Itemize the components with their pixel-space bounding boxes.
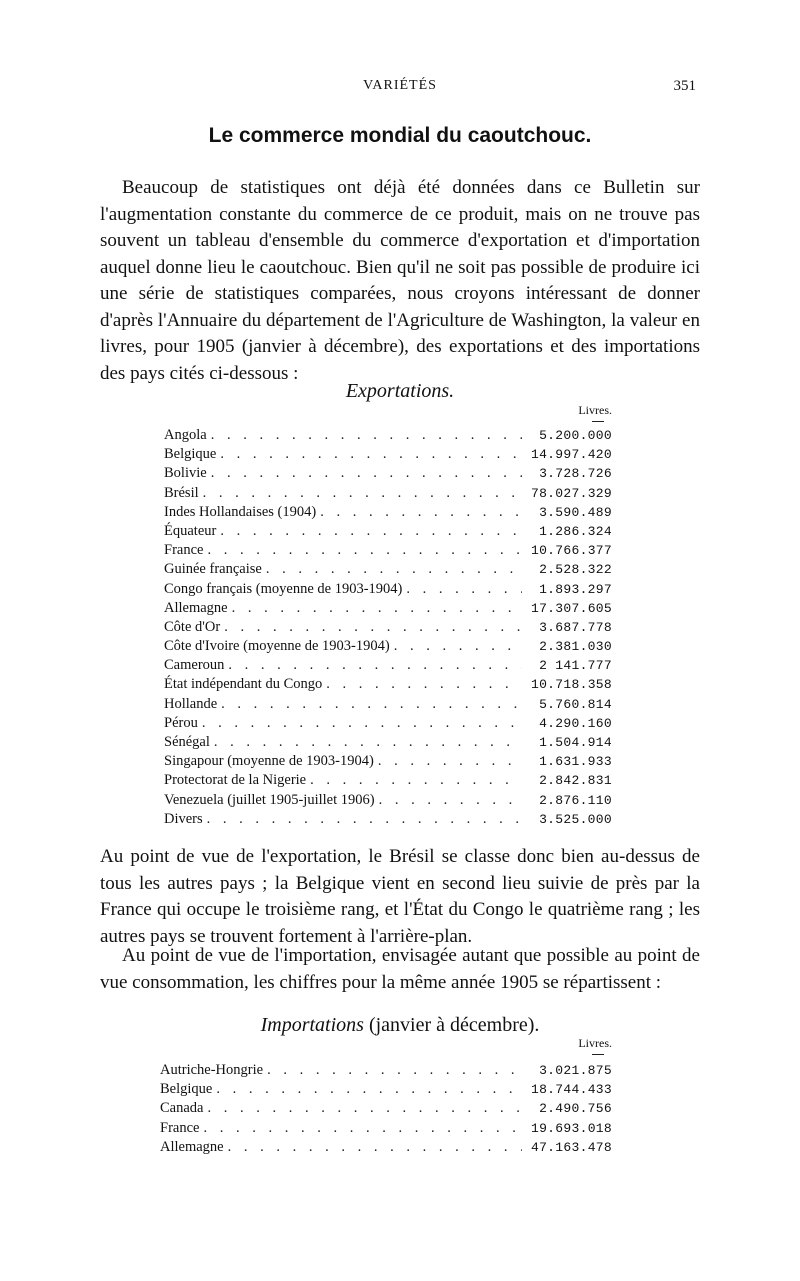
export-value: 2.842.831: [539, 773, 612, 789]
country-name: Allemagne: [160, 1138, 224, 1155]
table-row: [164, 696, 612, 715]
dot-leader: [224, 1139, 522, 1156]
dot-leader: [220, 619, 522, 636]
table-row: [164, 734, 612, 753]
export-value: 1.631.933: [539, 754, 612, 770]
country-name: France: [160, 1119, 200, 1136]
dot-leader: [216, 523, 522, 540]
page-number: 351: [673, 78, 696, 94]
table-row: [164, 504, 612, 523]
article-title: Le commerce mondial du caoutchouc.: [208, 124, 592, 147]
import-value: 18.744.433: [530, 1082, 612, 1098]
country-name: Sénégal: [164, 734, 210, 750]
intro-paragraph: Beaucoup de statistiques ont déjà été données dans ce Bulletin sur l'augmentation constante du commerce de ce produit, mais on ne trouve pas souvent un tableau d'ensemble du commerce d'exportation et d'importation auquel donne lieu le caoutchouc. Bien qu'il ne soit pas possible de produire ici une série de statistiques comparées, nous croyons intéressant de donner d'après l'Annuaire du département de l'Agriculture de Washington, la valeur en livres, pour 1905 (janvier à décembre), des exportations et des importations des pays cités ci-dessous :: [100, 177, 700, 384]
export-value: 2.381.030: [539, 639, 612, 655]
table-row: [164, 542, 612, 561]
export-value: 78.027.329: [530, 485, 612, 501]
country-name: Côte d'Ivoire (moyenne de 1903-1904): [164, 638, 390, 655]
dot-leader: [224, 657, 522, 674]
dot-leader: [306, 772, 522, 789]
export-value: 1.504.914: [539, 735, 612, 750]
dot-leader: [199, 1120, 522, 1137]
export-value: 1.286.324: [539, 523, 612, 539]
table-row: [164, 561, 612, 580]
imports-heading-title: Importations: [260, 1014, 364, 1036]
country-name: Angola: [164, 427, 207, 443]
export-value: 1.893.297: [539, 581, 612, 597]
country-name: Belgique: [160, 1081, 213, 1098]
country-name: Bolivie: [164, 465, 207, 482]
country-name: Équateur: [164, 522, 217, 539]
export-value: 5.760.814: [539, 696, 612, 712]
table-row: [164, 619, 612, 638]
table-row: [164, 523, 612, 542]
import-value: 3.021.875: [539, 1063, 612, 1078]
import-intro-paragraph: Au point de vue de l'importation, envisagée autant que possible au point de vue consommation, les chiffres pour la même année 1905 se répartissent :: [100, 945, 700, 993]
table-row: [164, 600, 612, 619]
table-row: [160, 1100, 612, 1119]
dot-leader: [203, 542, 522, 559]
export-value: 10.766.377: [530, 543, 612, 559]
table-row: [160, 1120, 612, 1139]
table-row: [164, 715, 612, 734]
country-name: Cameroun: [164, 657, 225, 674]
country-name: Côte d'Or: [164, 618, 221, 635]
imports-heading: [0, 1014, 800, 1037]
table-row: [160, 1062, 612, 1081]
table-row: [164, 427, 612, 446]
dot-leader: [217, 696, 522, 713]
export-value: 2.876.110: [539, 792, 612, 808]
country-name: Singapour (moyenne de 1903-1904): [164, 753, 374, 770]
dot-leader: [198, 715, 522, 732]
table-row: [164, 581, 612, 600]
country-name: Belgique: [164, 446, 217, 463]
dot-leader: [262, 561, 522, 578]
dot-leader: [207, 465, 522, 482]
table-row: [164, 485, 612, 504]
export-value: 4.290.160: [539, 715, 612, 731]
table-row: [164, 772, 612, 791]
dot-leader: [203, 811, 522, 828]
export-value: 5.200.000: [539, 428, 612, 443]
dot-leader: [203, 1100, 522, 1117]
country-name: Allemagne: [164, 599, 228, 616]
imports-table: [160, 1062, 612, 1158]
table-row: [164, 753, 612, 772]
table-row: [164, 638, 612, 657]
table-row: [160, 1139, 612, 1158]
country-name: Congo français (moyenne de 1903-1904): [164, 580, 403, 597]
import-value: 19.693.018: [530, 1120, 612, 1136]
dot-leader: [207, 427, 522, 444]
country-name: Divers: [164, 810, 203, 827]
dot-leader: [228, 600, 522, 617]
dot-leader: [390, 638, 522, 655]
export-value: 2.528.322: [539, 562, 612, 578]
table-row: [164, 446, 612, 465]
dot-leader: [212, 1081, 522, 1098]
country-name: Indes Hollandaises (1904): [164, 503, 317, 520]
dot-leader: [375, 792, 522, 809]
country-name: France: [164, 542, 204, 559]
country-name: Brésil: [164, 484, 199, 501]
page-header: [0, 78, 800, 100]
dot-leader: [402, 581, 522, 598]
table-row: [164, 676, 612, 695]
export-value: 3.728.726: [539, 466, 612, 482]
country-name: État indépendant du Congo: [164, 676, 323, 693]
dot-leader: [199, 485, 522, 502]
import-value: 47.163.478: [530, 1139, 612, 1155]
table-row: [164, 792, 612, 811]
dot-leader: [216, 446, 522, 463]
table-row: [164, 657, 612, 676]
dot-leader: [322, 676, 522, 693]
country-name: Canada: [160, 1100, 204, 1117]
export-value: 3.687.778: [539, 619, 612, 635]
running-title: VARIÉTÉS: [363, 78, 437, 93]
export-value: 3.590.489: [539, 504, 612, 520]
export-value: 3.525.000: [539, 811, 612, 827]
table-row: [164, 465, 612, 484]
export-value: 10.718.358: [530, 677, 612, 693]
country-name: Protectorat de la Nigerie: [164, 772, 307, 789]
export-commentary-paragraph: Au point de vue de l'exportation, le Brésil se classe donc bien au-dessus de tous les autres pays ; la Belgique vient en second lieu suivie de près par la France qui occupe le troisième rang, et l'État du Congo le quatrième rang ; les autres pays se trouvent fortement à l'arrière-plan.: [100, 846, 700, 947]
dot-leader: [263, 1062, 522, 1079]
country-name: Pérou: [164, 714, 198, 731]
country-name: Guinée française: [164, 561, 262, 578]
dot-leader: [374, 753, 522, 770]
table-row: [160, 1081, 612, 1100]
exports-table: [164, 427, 612, 830]
exports-unit-label: Livres.: [578, 403, 612, 422]
dot-leader: [210, 734, 522, 751]
dot-leader: [316, 504, 522, 521]
country-name: Autriche-Hongrie: [160, 1062, 264, 1078]
country-name: Venezuela (juillet 1905-juillet 1906): [164, 791, 375, 808]
imports-heading-period: (janvier à décembre).: [363, 1014, 540, 1036]
export-value: 14.997.420: [530, 447, 612, 463]
exports-heading: Exportations.: [345, 380, 455, 402]
country-name: Hollande: [164, 695, 218, 712]
import-value: 2.490.756: [539, 1101, 612, 1117]
export-value: 17.307.605: [530, 600, 612, 616]
table-row: [164, 811, 612, 830]
imports-unit-label: Livres.: [578, 1036, 612, 1055]
export-value: 2 141.777: [539, 658, 612, 674]
